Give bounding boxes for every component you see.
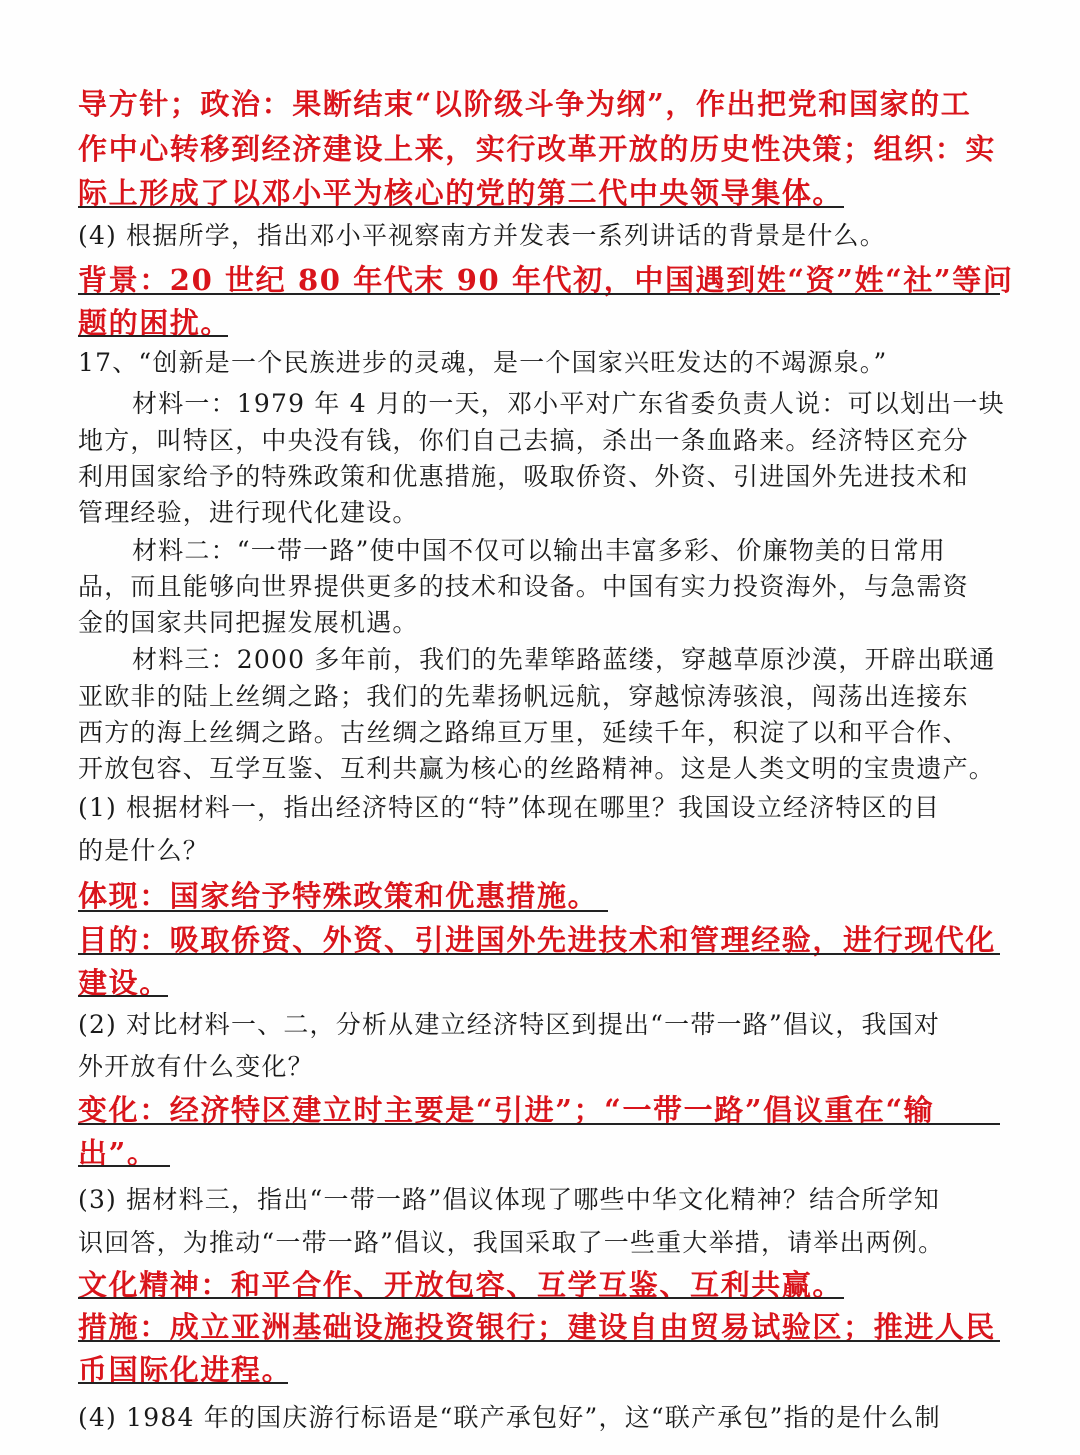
- answer-underline: [78, 953, 1000, 955]
- question-line: (2) 对比材料一、二，分析从建立经济特区到提出“一带一路”倡议，我国对: [78, 1010, 941, 1039]
- question-line: (3) 据材料三，指出“一带一路”倡议体现了哪些中华文化精神？结合所学知: [78, 1185, 941, 1214]
- answer-underline: [78, 1382, 288, 1384]
- question-line: 17、“创新是一个民族进步的灵魂，是一个国家兴旺发达的不竭源泉。”: [78, 348, 888, 377]
- answer-underline: [78, 1165, 170, 1167]
- answer-line: 体现：国家给予特殊政策和优惠措施。: [78, 879, 599, 913]
- answer-line: 导方针；政治：果断结束“以阶级斗争为纲”，作出把党和国家的工: [78, 87, 972, 121]
- answer-underline: [78, 335, 228, 337]
- answer-underline: [78, 293, 1000, 295]
- material-line: 金的国家共同把握发展机遇。: [78, 608, 419, 637]
- answer-underline: [78, 1297, 844, 1299]
- material-line: 材料三：2000 多年前，我们的先辈筚路蓝缕，穿越草原沙漠，开辟出联通: [132, 645, 996, 674]
- material-line: 地方，叫特区，中央没有钱，你们自己去搞，杀出一条血路来。经济特区充分: [78, 426, 969, 455]
- answer-line: 际上形成了以邓小平为核心的党的第二代中央领导集体。: [78, 176, 844, 210]
- answer-line: 措施：成立亚洲基础设施投资银行；建设自由贸易试验区；推进人民: [78, 1310, 997, 1344]
- question-line: (1) 根据材料一，指出经济特区的“特”体现在哪里？我国设立经济特区的目: [78, 793, 941, 822]
- answer-line: 出”。: [78, 1136, 158, 1170]
- answer-underline: [78, 206, 844, 208]
- answer-underline: [78, 1123, 1000, 1125]
- answer-line: 作中心转移到经济建设上来，实行改革开放的历史性决策；组织：实: [78, 132, 997, 166]
- answer-line: 币国际化进程。: [78, 1353, 293, 1387]
- material-line: 材料二：“一带一路”使中国不仅可以输出丰富多彩、价廉物美的日常用: [132, 536, 946, 565]
- material-line: 利用国家给予的特殊政策和优惠措施，吸取侨资、外资、引进国外先进技术和: [78, 462, 969, 491]
- answer-underline: [78, 910, 608, 912]
- question-line: 识回答，为推动“一带一路”倡议，我国采取了一些重大举措，请举出两例。: [78, 1228, 945, 1257]
- answer-underline: [78, 1340, 1000, 1342]
- material-line: 开放包容、互学互鉴、互利共赢为核心的丝路精神。这是人类文明的宝贵遗产。: [78, 754, 996, 783]
- answer-line: 题的困扰。: [78, 306, 232, 340]
- answer-underline: [78, 995, 168, 997]
- material-line: 亚欧非的陆上丝绸之路；我们的先辈扬帆远航，穿越惊涛骇浪，闯荡出连接东: [78, 682, 969, 711]
- question-line: 外开放有什么变化？: [78, 1052, 314, 1081]
- answer-line: 文化精神：和平合作、开放包容、互学互鉴、互利共赢。: [78, 1268, 844, 1302]
- answer-line: 目的：吸取侨资、外资、引进国外先进技术和管理经验，进行现代化: [78, 923, 997, 957]
- material-line: 品，而且能够向世界提供更多的技术和设备。中国有实力投资海外，与急需资: [78, 572, 969, 601]
- question-line: 的是什么？: [78, 836, 210, 865]
- answer-line: 建设。: [78, 966, 170, 1000]
- answer-line: 背景：20 世纪 80 年代末 90 年代初，中国遇到姓“资”姓“社”等问: [78, 263, 1014, 297]
- material-line: 管理经验，进行现代化建设。: [78, 498, 419, 527]
- material-line: 西方的海上丝绸之路。古丝绸之路绵亘万里，延续千年，积淀了以和平合作、: [78, 718, 969, 747]
- question-line: (4) 根据所学，指出邓小平视察南方并发表一系列讲话的背景是什么。: [78, 221, 886, 250]
- answer-line: 变化：经济特区建立时主要是“引进”；“一带一路”倡议重在“输: [78, 1093, 935, 1127]
- material-line: 材料一：1979 年 4 月的一天，邓小平对广东省委负责人说：可以划出一块: [132, 389, 1005, 418]
- question-line: (4) 1984 年的国庆游行标语是“联产承包好”，这“联产承包”指的是什么制: [78, 1403, 941, 1432]
